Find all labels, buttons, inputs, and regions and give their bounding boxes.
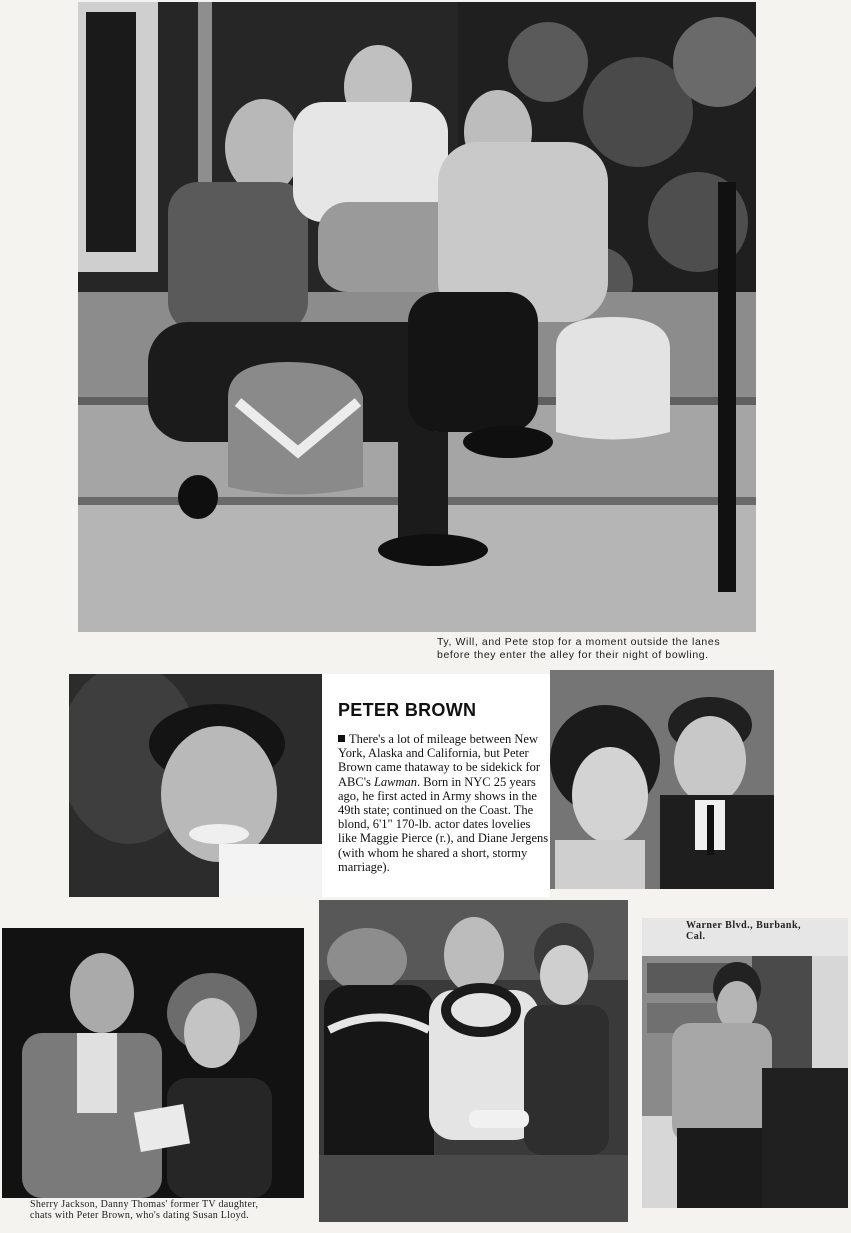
warner-blvd-photo xyxy=(642,918,848,1208)
couple-portrait-photo xyxy=(550,670,774,889)
top-caption xyxy=(437,636,757,662)
profile-body-part1: There's a lot of mileage between New York, Alaska and California, but Peter Brown came thataway to be sidekick for ABC's xyxy=(338,732,541,789)
bottom-left-caption xyxy=(30,1199,305,1221)
profile-body xyxy=(338,732,550,874)
top-caption-line2: before they enter the alley for their night of bowling. xyxy=(437,649,709,661)
bullet-icon xyxy=(338,735,345,742)
profile-body-part2: . Born in NYC 25 years ago, he first acted in Army shows in the 49th state; continued on the Coast. The blond, 6'1" 170-lb. actor dates lovelies like Maggie Pierce (r.), and Diane Jergens (with whom he shared a short, stormy marriage). xyxy=(338,774,549,874)
bottom-left-caption-line2: chats with Peter Brown, who's dating Susan Lloyd. xyxy=(30,1210,249,1221)
lei-party-photo xyxy=(319,900,628,1222)
bowling-steps-photo xyxy=(78,2,756,632)
profile-headline: PETER BROWN xyxy=(338,700,477,720)
sign-line2: Cal. xyxy=(686,931,706,942)
bottom-left-caption-line1: Sherry Jackson, Danny Thomas' former TV daughter, xyxy=(30,1199,259,1210)
profile-textbox xyxy=(322,674,550,897)
top-caption-line1: Ty, Will, and Pete stop for a moment outside the lanes xyxy=(437,636,721,648)
sign-line1: Warner Blvd., Burbank, xyxy=(686,920,802,931)
profile-body-italic: Lawman xyxy=(373,774,418,789)
sherry-jackson-photo xyxy=(2,928,304,1198)
peter-brown-portrait-photo xyxy=(69,674,322,897)
